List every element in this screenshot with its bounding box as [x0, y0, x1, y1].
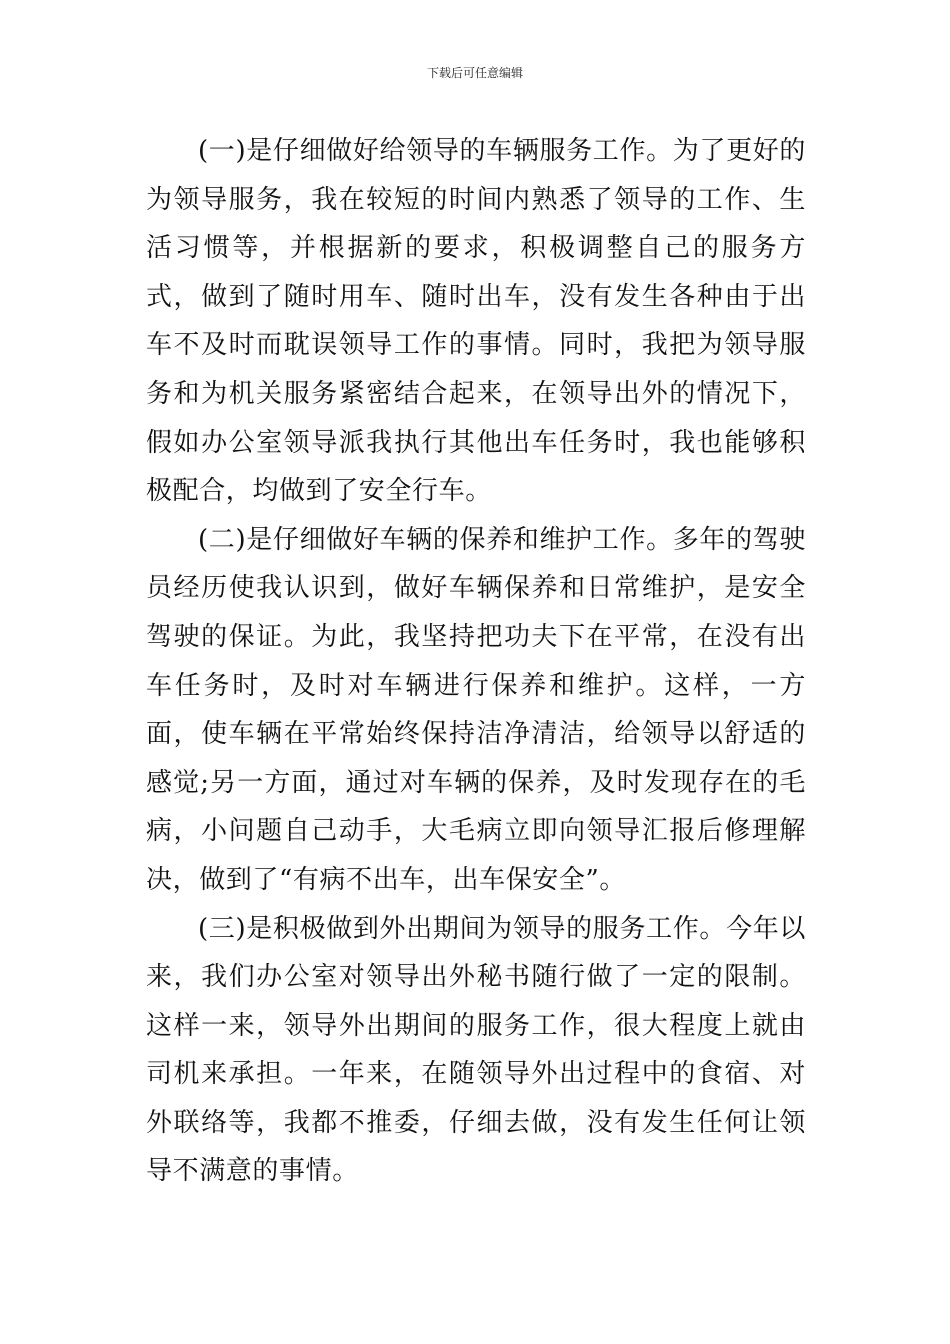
paragraph-3: (三)是积极做到外出期间为领导的服务工作。今年以来，我们办公室对领导出外秘书随行做了一定的限制。这样一来，领导外出期间的服务工作，很大程度上就由司机来承担。一年来，在随领导外出过程中的食宿、对外联络等，我都不推委，仔细去做，没有发生任何让领导不满意的事情。 [146, 913, 806, 1187]
paragraph-2: (二)是仔细做好车辆的保养和维护工作。多年的驾驶员经历使我认识到，做好车辆保养和日常维护，是安全驾驶的保证。为此，我坚持把功夫下在平常，在没有出车任务时，及时对车辆进行保养和维护。这样，一方面，使车辆在平常始终保持洁净清洁，给领导以舒适的感觉;另一方面，通过对车辆的保养，及时发现存在的毛病，小问题自己动手，大毛病立即向领导汇报后修理解决，做到了“有病不出车，出车保安全”。 [146, 524, 806, 895]
document-body [146, 127, 806, 1196]
paragraph-1: (一)是仔细做好给领导的车辆服务工作。为了更好的为领导服务，我在较短的时间内熟悉了领导的工作、生活习惯等，并根据新的要求，积极调整自己的服务方式，做到了随时用车、随时出车，没有发生各种由于出车不及时而耽误领导工作的事情。同时，我把为领导服务和为机关服务紧密结合起来，在领导出外的情况下，假如办公室领导派我执行其他出车任务时，我也能够积极配合，均做到了安全行车。 [146, 136, 806, 507]
header-note: 下载后可任意编辑 [426, 66, 523, 80]
